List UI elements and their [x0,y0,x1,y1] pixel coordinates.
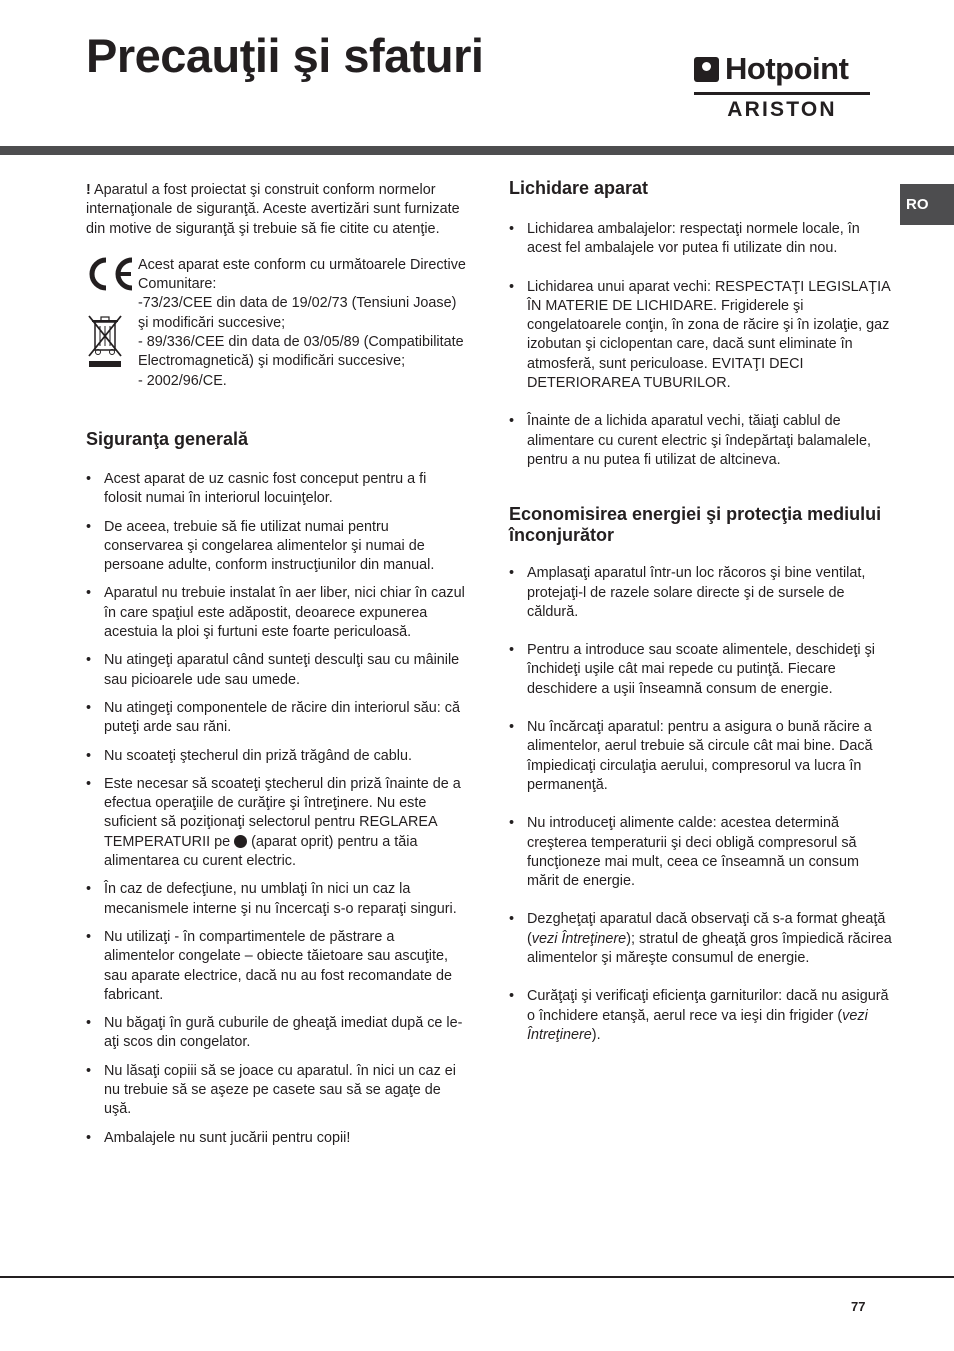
ce-mark-icon [86,256,138,292]
list-item: • Nu atingeţi aparatul când sunteţi desculţi sau cu mâinile sau picioarele ude sau umede. [86,651,466,690]
unplug-text-before: Este necesar să scoateţi ştecherul din priză înainte de a efectua operaţiile de curăţire şi întreţinere. Nu este suficient să poziţionaţi selectorul pentru REGLAREA TEMPERATURII pe [104,775,461,850]
list-item: • Nu utilizaţi - în compartimentele de păstrare a alimentelor congelate – obiecte tăietoare sau ascuţite, sau aparate electrice, dacă nu au fost recomandate de fabricant. [86,928,466,1005]
list-item: • Înainte de a lichida aparatul vechi, tăiaţi cablul de alimentare cu curent electric şi îndepărtaţi balamalele, pentru a nu putea fi utilizat de altcineva. [509,412,894,470]
off-dot-icon [234,835,247,848]
general-safety-heading: Siguranţa generală [86,428,249,449]
directives-block [86,256,466,391]
list-item: • Lichidarea ambalajelor: respectaţi normele locale, în acest fel ambalajele vor putea fi utilizate din nou. [509,220,894,259]
list-item [86,775,466,871]
directive-weee: - 2002/96/CE. [138,372,227,389]
defrost-text-after: ); stratul de gheaţă gros împiedică răcirea alimentelor şi măreşte consumul de energie. [527,930,892,967]
list-item: • Pentru a introduce sau scoate alimentele, deschideţi şi închideţi uşile cât mai repede cu putinţă. Fiecare deschidere a uşii înseamnă consum de energie. [509,641,894,699]
intro-paragraph [86,181,466,239]
directive-emc: - 89/336/CEE din data de 03/05/89 (Compatibilitate Electromagnetică) şi modificări succesive; [138,334,464,370]
weee-bin-icon [86,312,124,368]
energy-heading: Economisirea energiei şi protecţia mediului înconjurător [509,504,882,546]
right-column [509,178,894,1064]
list-item: • Lichidarea unui aparat vechi: RESPECTAŢI LEGISLAŢIA ÎN MATERIE DE LICHIDARE. Frigiderele şi congelatoarele conţin, în zona de răcire şi în izolaţie, gaz izobutan şi ciclopentan care, dacă sunt eliminate în atmosferă, sunt periculoase. EVITAŢI DECI DETERIORAREA TUBURILOR. [509,278,894,394]
energy-list [509,564,894,1045]
list-item: • Aparatul nu trebuie instalat în aer liber, nici chiar în cazul în care spaţiul este adăpostit, deoarece expunerea acestuia la ploi şi furtuni este foarte periculoasă. [86,584,466,642]
directive-intro: Acest aparat este conform cu următoarele Directive Comunitare: [138,256,466,293]
language-tab: RO [900,184,954,225]
list-item: • Nu lăsaţi copiii să se joace cu aparatul. în nici un caz ei nu trebuie să se aşeze pe casete sau să se agaţe de uşă. [86,1062,466,1120]
disposal-list [509,220,894,470]
list-item: • Nu introduceţi alimente calde: acestea determină creşterea temperaturii şi deci obligă compresorul să funcţioneze mai mult, ceea ce înseamnă un consum mărit de energie. [509,814,894,891]
page-title: Precauţii şi sfaturi [86,29,484,82]
list-item: • În caz de defecţiune, nu umblaţi în nici un caz la mecanismele interne şi nu încercaţi s-o reparaţi singuri. [86,880,466,919]
list-item: • Amplasaţi aparatul într-un loc răcoros şi bine ventilat, protejaţi-l de razele solare directe şi de sursele de căldură. [509,564,894,622]
gasket-text-before: Curăţaţi şi verificaţi eficienţa garniturilor: dacă nu asigură o închidere etanşă, aerul rece va ieşi din frigider ( [527,988,889,1024]
list-item [509,987,894,1045]
header-bar [0,146,954,155]
list-item: • Nu băgaţi în gură cuburile de gheaţă imediat după ce le-aţi scos din congelator. [86,1014,466,1053]
brand-logo [694,52,870,126]
list-item: • Nu scoateţi ştecherul din priză trăgând de cablu. [86,747,466,766]
list-item [509,910,894,968]
intro-text: Aparatul a fost proiectat şi construit conform normelor internaţionale de siguranţă. Aceste avertizări sunt furnizate din motive de siguranţă şi trebuie să fie citite cu atenţie. [86,182,460,237]
disposal-heading: Lichidare aparat [509,178,649,198]
list-item: • Nu încărcaţi aparatul: pentru a asigura o bună răcire a alimentelor, aerul trebuie să circule cât mai bine. Dacă împiedicaţi circulaţia aerului, compresorul va lucra în permanenţă. [509,718,894,795]
maintenance-reference: vezi Întreţinere [531,930,627,947]
unplug-text-after: (aparat oprit) pentru a tăia alimentarea cu curent electric. [104,833,418,870]
directive-low-voltage: -73/23/CEE din data de 19/02/73 (Tensiuni Joase) şi modificări succesive; [138,295,457,331]
maintenance-reference: vezi Întreţinere [527,1007,868,1043]
general-safety-list [86,470,466,1148]
list-item: • Ambalajele nu sunt jucării pentru copii! [86,1129,466,1148]
list-item: • Nu atingeţi componentele de răcire din interiorul său: că puteţi arde sau răni. [86,699,466,738]
defrost-text-before: Dezgheţaţi aparatul dacă observaţi că s-a format gheaţă ( [527,911,886,947]
brand-name: Hotpoint [725,51,849,86]
brand-sub: ARISTON [727,98,837,121]
gasket-text-after: ). [591,1026,601,1043]
footer-rule [0,1276,954,1278]
warning-mark: ! [86,182,91,198]
list-item: • Acest aparat de uz casnic fost conceput pentru a fi folosit numai în interiorul locuinţelor. [86,470,466,509]
left-column [86,181,466,1157]
brand-divider [694,92,870,95]
page-number: 77 [851,1299,866,1314]
hotpoint-logo-icon [694,57,719,82]
list-item: • De aceea, trebuie să fie utilizat numai pentru conservarea şi congelarea alimentelor şi numai de persoane adulte, conform instrucţiunilor din manual. [86,518,466,576]
